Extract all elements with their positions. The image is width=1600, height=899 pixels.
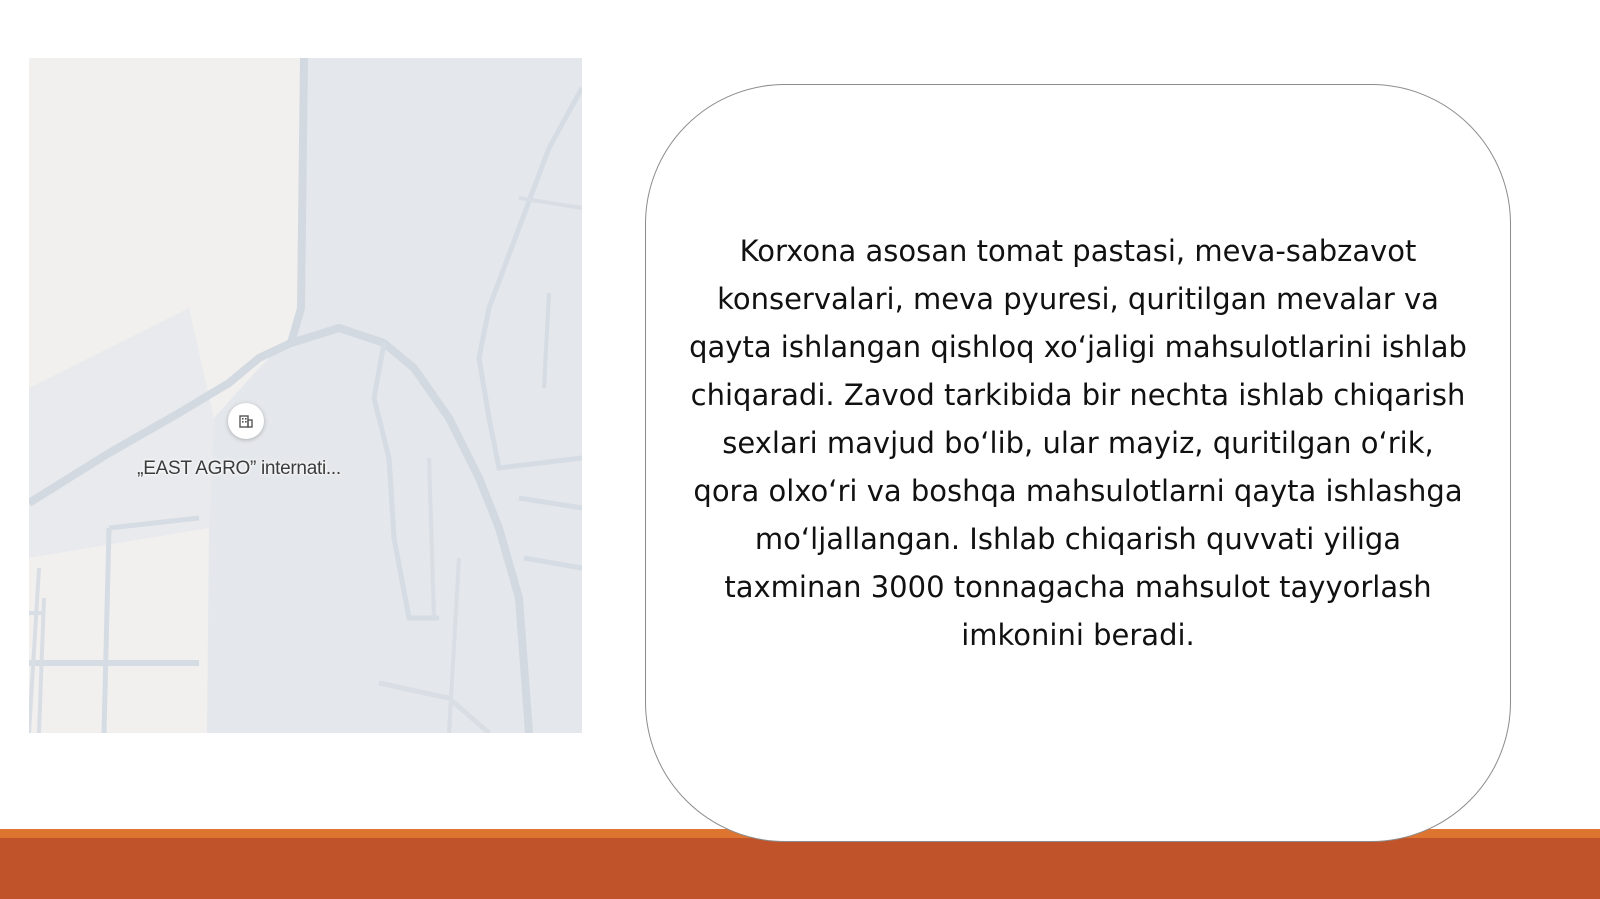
map-pin[interactable] <box>228 403 264 439</box>
text-card <box>645 84 1511 842</box>
map-roads <box>29 58 582 733</box>
map-marker-label: „EAST AGRO” internati... <box>137 458 341 479</box>
card-paragraph: Korxona asosan tomat pastasi, meva-sabzavot konservalari, meva pyuresi, quritilgan mevalar va qayta ishlangan qishloq xoʻjaligi mahsulotlarini ishlab chiqaradi. Zavod tarkibida bir nechta ishlab chiqarish sexlari mavjud boʻlib, ular mayiz, quritilgan oʻrik, qora olxoʻri va boshqa mahsulotlarni qayta ishlashga moʻljallangan. Ishlab chiqarish quvvati yiliga taxminan 3000 tonnagacha mahsulot tayyorlash imkonini beradi. <box>689 234 1467 652</box>
map-image[interactable] <box>29 58 582 733</box>
building-icon <box>237 412 255 430</box>
